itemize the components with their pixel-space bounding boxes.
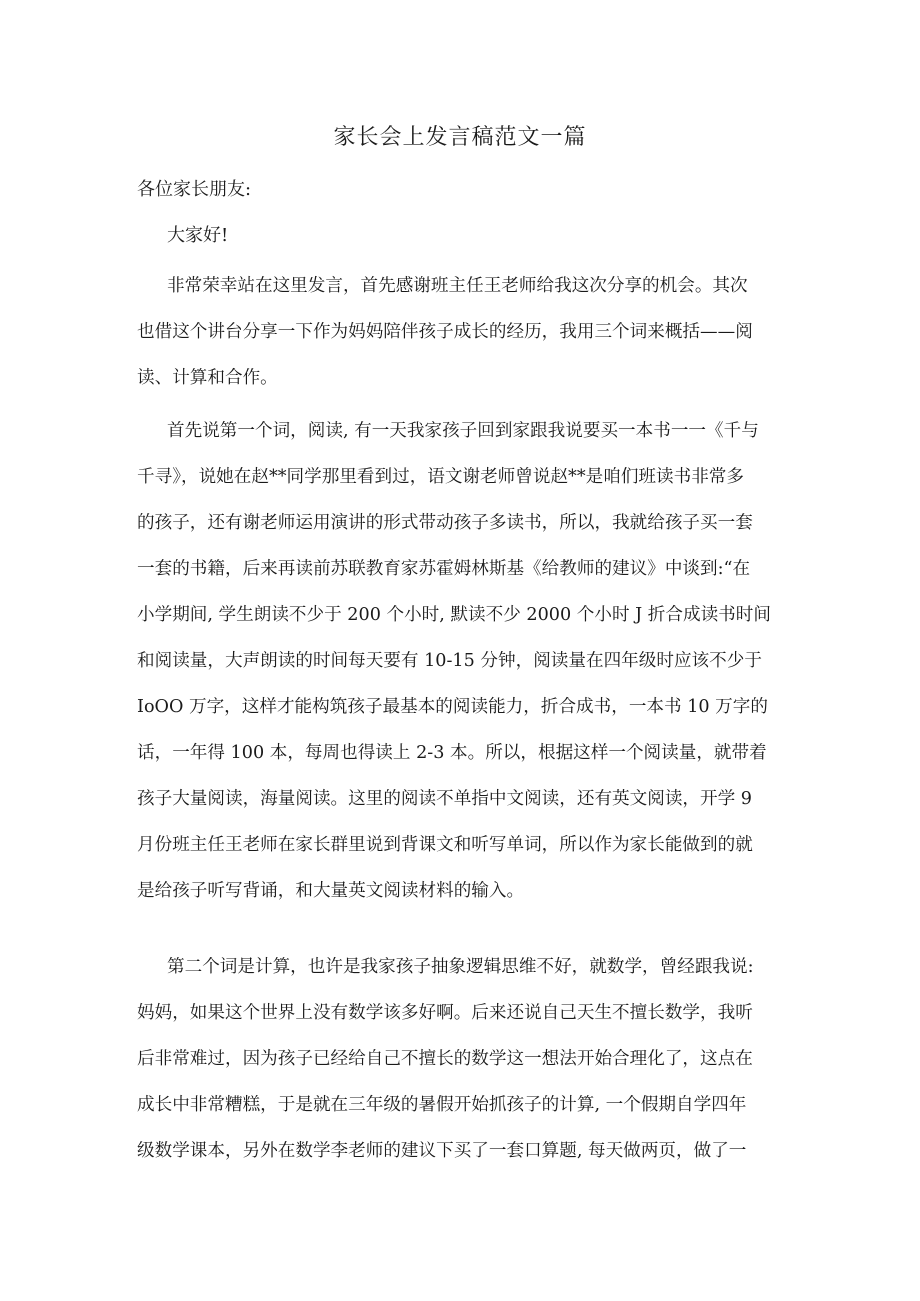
paragraph-line: 成长中非常糟糕，于是就在三年级的暑假开始抓孩子的计算, 一个假期自学四年: [137, 1095, 747, 1115]
paragraph-line: 非常荣幸站在这里发言，首先感谢班主任王老师给我这次分享的机会。其次: [167, 276, 748, 296]
paragraph-line: 一套的书籍，后来再读前苏联教育家苏霍姆林斯基《给教师的建议》中谈到:“在: [137, 559, 751, 579]
paragraph-line: 妈妈，如果这个世界上没有数学该多好啊。后来还说自己天生不擅长数学，我听: [137, 1003, 753, 1023]
paragraph-line: 孩子大量阅读，海量阅读。这里的阅读不单指中文阅读，还有英文阅读，开学 9: [137, 789, 752, 809]
salutation: 各位家长朋友:: [137, 179, 252, 200]
paragraph-line: IoOO 万字，这样才能构筑孩子最基本的阅读能力，折合成书，一本书 10 万字的: [137, 697, 768, 717]
paragraph-line: 级数学课本，另外在数学李老师的建议下买了一套口算题, 每天做两页，做了一: [137, 1141, 747, 1161]
opening-greeting: 大家好!: [167, 225, 229, 246]
paragraph-1: [137, 263, 787, 401]
paragraph-line: 首先说第一个词，阅读, 有一天我家孩子回到家跟我说要买一本书一一《千与: [167, 421, 759, 441]
paragraph-line: 月份班主任王老师在家长群里说到背课文和听写单词，所以作为家长能做到的就: [137, 835, 753, 855]
paragraph-2: [137, 408, 787, 914]
paragraph-line: 也借这个讲台分享一下作为妈妈陪伴孩子成长的经历，我用三个词来概括——阅: [137, 322, 753, 342]
paragraph-line: 第二个词是计算，也许是我家孩子抽象逻辑思维不好，就数学，曾经跟我说:: [167, 957, 754, 977]
paragraph-line: 小学期间, 学生朗读不少于 200 个小时, 默读不少 2000 个小时 J 折合成读书时间: [137, 605, 771, 625]
paragraph-line: 千寻》，说她在赵**同学那里看到过，语文谢老师曾说赵**是咱们班读书非常多: [137, 467, 744, 487]
paragraph-line: 和阅读量，大声朗读的时间每天要有 10-15 分钟，阅读量在四年级时应该不少于: [137, 651, 762, 671]
paragraph-line: 的孩子，还有谢老师运用演讲的形式带动孩子多读书，所以，我就给孩子买一套: [137, 513, 753, 533]
paragraph-3: [137, 944, 787, 1174]
paragraph-line: 后非常难过，因为孩子已经给自己不擅长的数学这一想法开始合理化了，这点在: [137, 1049, 753, 1069]
document-title: 家长会上发言稿范文一篇: [333, 125, 587, 150]
paragraph-line: 是给孩子听写背诵，和大量英文阅读材料的输入。: [137, 881, 525, 901]
paragraph-line: 读、计算和合作。: [137, 368, 278, 388]
paragraph-line: 话，一年得 100 本，每周也得读上 2-3 本。所以，根据这样一个阅读量，就带着: [137, 743, 767, 763]
